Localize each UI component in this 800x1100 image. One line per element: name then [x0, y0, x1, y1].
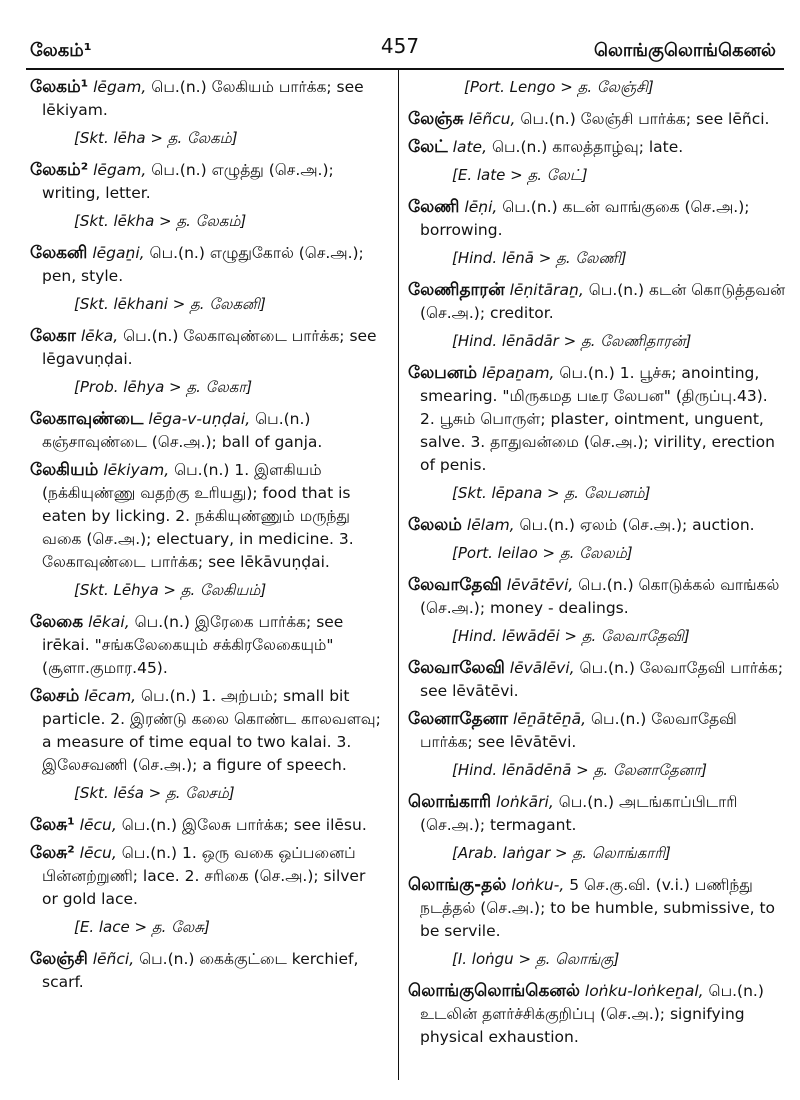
left-column [30, 76, 386, 999]
entry-definition: பெ.(n.) 1. ஒரு வகை ஒப்பனைப் பின்னற்றுணி; lace. 2. சரிகை (செ.அ.); silver or gold lace. [42, 844, 366, 908]
entry-definition: பெ.(n.) கைக்குட்டை kerchief, scarf. [42, 950, 359, 991]
entry-definition: பெ.(n.) ஏலம் (செ.அ.); auction. [519, 516, 755, 534]
entry-headword: லேகனி [30, 243, 88, 263]
entry-transliteration: lēgam, [93, 161, 147, 179]
entry-definition: 5 செ.கு.வி. (v.i.) பணிந்து நடத்தல் (செ.அ.); to be humble, submissive, to be servile. [420, 876, 776, 940]
entry-definition: பெ.(n.) லேஞ்சி பார்க்க; see lēñci. [520, 110, 770, 128]
dictionary-entry [408, 574, 786, 620]
dictionary-entry [30, 76, 386, 122]
entry-transliteration: loṅku-, [511, 876, 565, 894]
entry-transliteration: lēṉātēṉā, [513, 710, 587, 728]
entry-transliteration: lēpaṉam, [481, 364, 555, 382]
entry-headword: லேகாவுண்டை [30, 409, 144, 429]
dictionary-entry [30, 842, 386, 911]
entry-definition: பெ.(n.) லேவாதேவி பார்க்க; see lēvātēvi. [420, 710, 737, 751]
entry-transliteration: lēṇitāraṉ, [509, 281, 584, 299]
dictionary-entry [30, 685, 386, 777]
dictionary-entry [408, 136, 786, 159]
entry-headword: லேசு² [30, 843, 75, 863]
entry-definition: பெ.(n.) 1. இளகியம் (நக்கியுண்ணு வதற்கு உரியது); food that is eaten by licking. 2. நக்கியுண்ணும் மருந்து வகை (செ.அ.); electuary, in medicine. 3. லேகாவுண்டை பார்க்க; see lēkāvuṇḍai. [42, 461, 354, 571]
entry-etymology: [Hind. lēnādār > த. லேணிதாரன்] [452, 332, 692, 350]
entry-transliteration: lēñcu, [468, 110, 516, 128]
dictionary-entry [30, 948, 386, 994]
entry-transliteration: lēṇi, [464, 198, 498, 216]
entry-etymology: [Skt. lēśa > த. லேசம்] [74, 784, 235, 802]
entry-headword: லேஞ்சி [30, 949, 88, 969]
entry-transliteration: lēñci, [92, 950, 135, 968]
entry-definition: பெ.(n.) எழுதுகோல் (செ.அ.); pen, style. [42, 244, 364, 285]
entry-etymology: [I. loṅgu > த. லொங்கு] [452, 950, 620, 968]
page-number: 457 [380, 34, 420, 58]
entry-headword: லேகியம் [30, 460, 99, 480]
entry-headword: லொங்குலொங்கெனல் [408, 981, 580, 1001]
entry-definition: பெ.(n.) லேகியம் பார்க்க; see lēkiyam. [42, 78, 364, 119]
dictionary-entry [408, 279, 786, 325]
right-column [408, 76, 786, 1054]
left-running-headword: லேகம்¹ [30, 40, 92, 61]
entry-transliteration: lēka, [80, 327, 119, 345]
header-rule [26, 68, 784, 70]
entry-definition: பெ.(n.) உடலின் தளர்ச்சிக்குறிப்பு (செ.அ.); signifying physical exhaustion. [420, 982, 764, 1046]
entry-definition: பெ.(n.) இலேசு பார்க்க; see ilēsu. [121, 816, 367, 834]
entry-headword: லேட் [408, 137, 448, 157]
entry-headword: லேணி [408, 197, 460, 217]
entry-etymology: [Skt. lēkhani > த. லேகனி] [74, 295, 266, 313]
entry-transliteration: lēgam, [93, 78, 147, 96]
entry-headword: லேகை [30, 612, 84, 632]
entry-etymology: [Hind. lēwādēi > த. லேவாதேவி] [452, 627, 690, 645]
entry-transliteration: lēkiyam, [103, 461, 170, 479]
entry-transliteration: loṅkāri, [496, 793, 554, 811]
dictionary-entry [408, 108, 786, 131]
dictionary-entry [30, 459, 386, 574]
entry-transliteration: lēlam, [466, 516, 515, 534]
entry-definition: பெ.(n.) 1. அற்பம்; small bit particle. 2. இரண்டு கலை கொண்ட காலவளவு; a measure of time equal to two kalai. 3. இலேசவணி (செ.அ.); a figure of speech. [42, 687, 381, 774]
entry-definition: பெ.(n.) எழுத்து (செ.அ.); writing, letter. [42, 161, 334, 202]
right-running-headword: லொங்குலொங்கெனல் [593, 40, 776, 61]
entry-transliteration: lēkai, [88, 613, 130, 631]
entry-headword: லேகம்² [30, 160, 89, 180]
dictionary-entry [408, 657, 786, 703]
entry-etymology: [Hind. lēnā > த. லேணி] [452, 249, 627, 267]
dictionary-entry [408, 708, 786, 754]
dictionary-entry [30, 242, 386, 288]
entry-headword: லேபனம் [408, 363, 477, 383]
entry-etymology: [Port. leilao > த. லேலம்] [452, 544, 633, 562]
dictionary-entry [408, 791, 786, 837]
dictionary-entry [30, 814, 386, 837]
entry-etymology: [E. lace > த. லேசு] [74, 918, 210, 936]
dictionary-entry [30, 325, 386, 371]
page-header [0, 0, 800, 66]
entry-etymology: [E. late > த. லேட்] [452, 166, 588, 184]
entry-headword: லேஞ்சு [408, 109, 464, 129]
entry-headword: லேனாதேனா [408, 709, 509, 729]
entry-headword: லொங்காரி [408, 792, 492, 812]
entry-definition: பெ.(n.) கடன் கொடுத்தவன் (செ.அ.); creditor. [420, 281, 786, 322]
entry-etymology: [Port. Lengo > த. லேஞ்சி] [464, 78, 654, 96]
entry-headword: லேவாலேவி [408, 658, 505, 678]
entry-transliteration: lēcu, [79, 844, 117, 862]
entry-etymology: [Skt. lēha > த. லேகம்] [74, 129, 238, 147]
dictionary-entry [30, 611, 386, 680]
entry-headword: லேசம் [30, 686, 80, 706]
dictionary-entry [408, 362, 786, 477]
entry-transliteration: lēvālēvi, [509, 659, 575, 677]
entry-definition: பெ.(n.) காலத்தாழ்வு; late. [491, 138, 684, 156]
dictionary-entry [408, 514, 786, 537]
entry-transliteration: late, [452, 138, 488, 156]
entry-definition: பெ.(n.) இரேகை பார்க்க; see irēkai. "சங்கலேகையும் சக்கிரலேகையும்" (சூளா.குமார.45). [42, 613, 344, 677]
entry-headword: லேவாதேவி [408, 575, 502, 595]
dictionary-entry [408, 980, 786, 1049]
dictionary-entry [30, 159, 386, 205]
entry-transliteration: lēgaṉi, [92, 244, 145, 262]
entry-definition: பெ.(n.) லேகாவுண்டை பார்க்க; see lēgavuṇḍai. [42, 327, 377, 368]
entry-definition: பெ.(n.) கொடுக்கல் வாங்கல் (செ.அ.); money - dealings. [420, 576, 780, 617]
entry-etymology: [Prob. lēhya > த. லேகா] [74, 378, 253, 396]
entry-headword: லொங்கு-தல் [408, 875, 507, 895]
entry-transliteration: lēcu, [79, 816, 117, 834]
entry-definition: பெ.(n.) லேவாதேவி பார்க்க; see lēvātēvi. [420, 659, 784, 700]
entry-etymology: [Skt. lēpana > த. லேபனம்] [452, 484, 651, 502]
entry-transliteration: lēvātēvi, [506, 576, 574, 594]
entry-headword: லேசு¹ [30, 815, 75, 835]
entry-definition: பெ.(n.) கஞ்சாவுண்டை (செ.அ.); ball of ganja. [42, 410, 323, 451]
entry-transliteration: lēcam, [84, 687, 137, 705]
entry-definition: பெ.(n.) கடன் வாங்குகை (செ.அ.); borrowing. [420, 198, 750, 239]
column-divider [398, 70, 399, 1080]
entry-definition: பெ.(n.) 1. பூச்சு; anointing, smearing. "மிருகமத படீர லேபன" (திருப்பு.43). 2. பூசும் பொருள்; plaster, ointment, unguent, salve. 3. தாதுவன்மை (செ.அ.); virility, erection of penis. [420, 364, 775, 474]
entry-etymology: [Skt. lēkha > த. லேகம்] [74, 212, 247, 230]
entry-headword: லேகா [30, 326, 76, 346]
entry-transliteration: lēga-v-uṇḍai, [148, 410, 251, 428]
dictionary-entry [30, 408, 386, 454]
entry-definition: பெ.(n.) அடங்காப்பிடாரி (செ.அ.); termagant. [420, 793, 738, 834]
dictionary-entry [408, 874, 786, 943]
entry-etymology: [Hind. lēnādēnā > த. லேனாதேனா] [452, 761, 707, 779]
entry-transliteration: loṅku-loṅkeṉal, [584, 982, 704, 1000]
entry-headword: லேலம் [408, 515, 462, 535]
entry-headword: லேகம்¹ [30, 77, 89, 97]
entry-etymology: [Arab. laṅgar > த. லொங்காரி] [452, 844, 671, 862]
dictionary-entry [408, 196, 786, 242]
entry-headword: லேணிதாரன் [408, 280, 505, 300]
entry-etymology: [Skt. Lēhya > த. லேகியம்] [74, 581, 267, 599]
